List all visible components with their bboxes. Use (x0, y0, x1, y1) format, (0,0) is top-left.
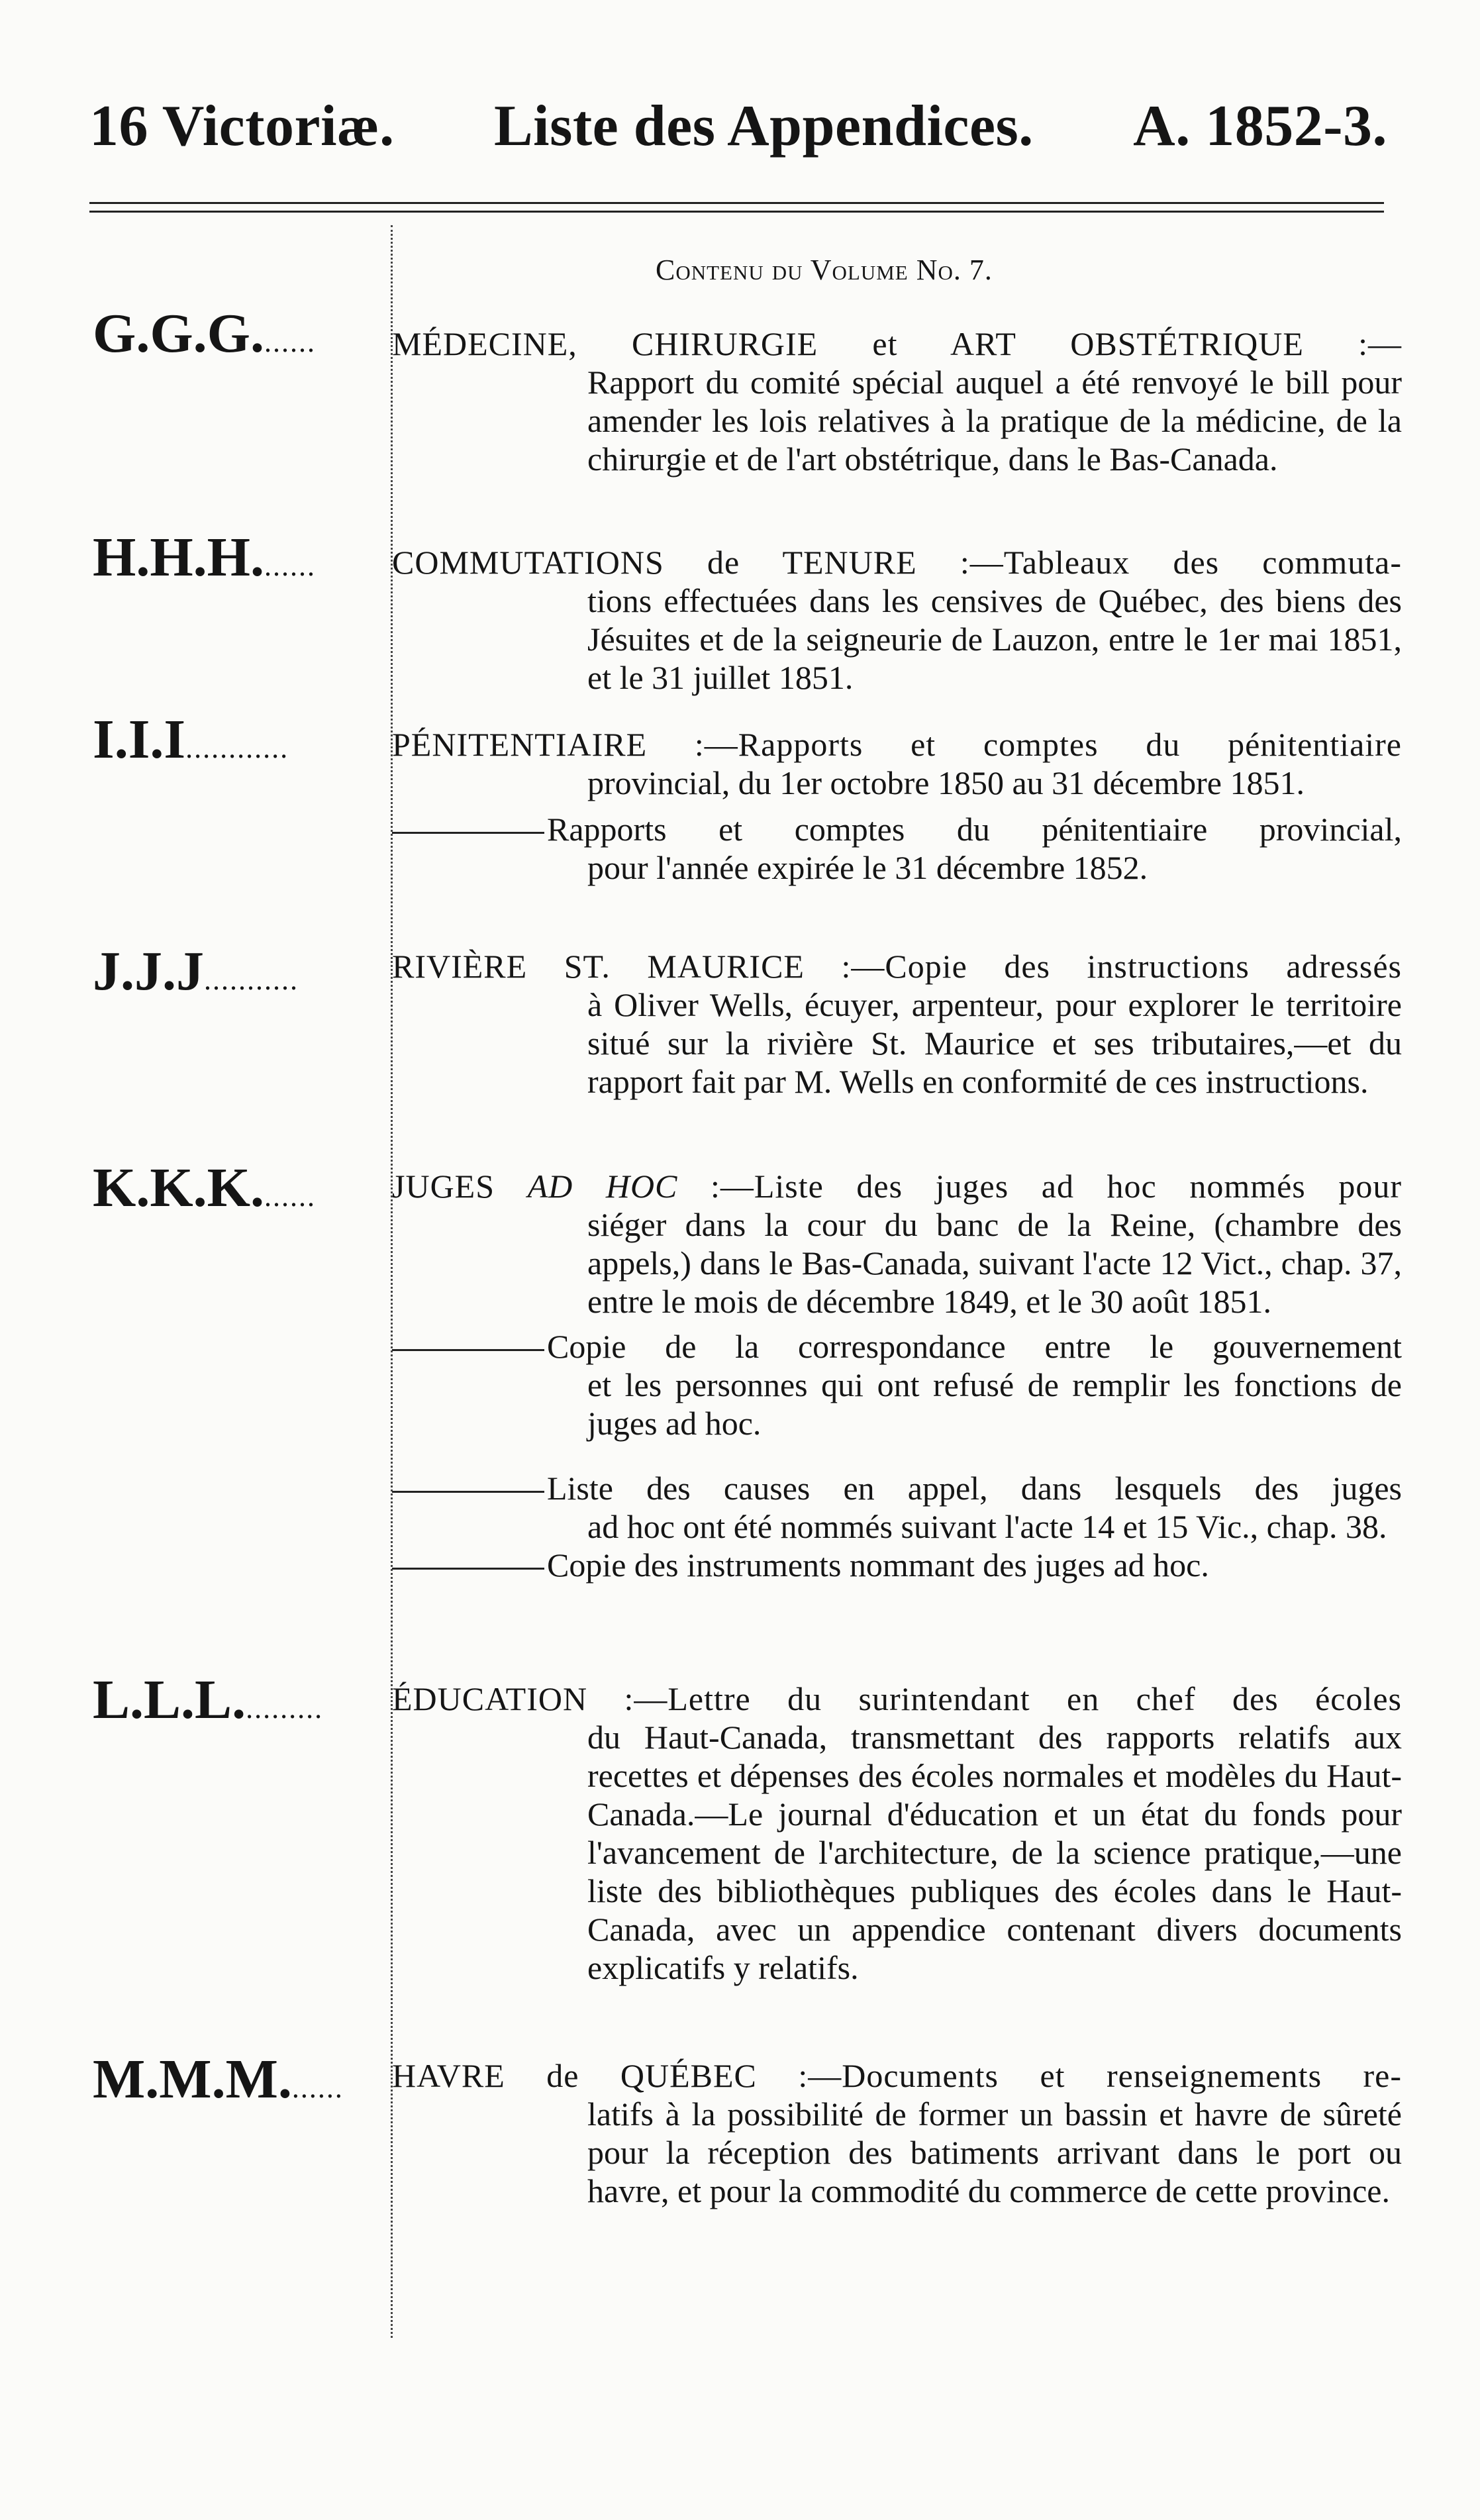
appendix-description (392, 725, 1402, 887)
entry-heading: MÉDECINE, CHIRURGIE et ART OBSTÉTRIQUE :— (392, 325, 1402, 362)
entry-sub-heading: Copie de la correspondance entre le gouvernement (392, 1327, 1402, 1366)
appendix-description (392, 1680, 1402, 1987)
entry-body: à Oliver Wells, écuyer, arpenteur, pour explorer le territoire situé sur la rivière St. Maurice et ses tributaires,—et du rapport fait par M. Wells en conformité de ces instructions. (587, 986, 1402, 1100)
entry-heading: COMMUTATIONS de TENURE :—Tableaux des commuta- (392, 544, 1402, 581)
appendix-description (392, 947, 1402, 1101)
entry-heading: JUGES AD HOC :—Liste des juges ad hoc nommés pour (392, 1168, 1402, 1205)
appendix-label: K.K.K....... (93, 1160, 317, 1219)
appendix-description (392, 1167, 1402, 1584)
volume-title: Contenu du Volume No. 7. (656, 254, 993, 286)
appendix-description (392, 543, 1402, 697)
entry-sub-heading: Liste des causes en appel, dans lesquels des juges (392, 1469, 1402, 1507)
appendix-label: I.I.I............ (93, 712, 289, 770)
entry-sub-body: pour l'année expirée le 31 décembre 1852. (587, 849, 1148, 886)
appendix-description (392, 325, 1402, 478)
entry-sub-body: ad hoc ont été nommés suivant l'acte 14 et 15 Vic., chap. 38. (587, 1508, 1387, 1545)
entry-body: siéger dans la cour du banc de la Reine, (chambre des appels,) dans le Bas-Canada, suivant l'acte 12 Vict., chap. 37, entre le mois de décembre 1849, et le 30 août 1851. (587, 1206, 1402, 1320)
header-center: Liste des Appendices. (493, 94, 1034, 158)
header-left: 16 Victoriæ. (89, 94, 395, 158)
entry-sub-heading: Copie des instruments nommant des juges ad hoc. (392, 1546, 1402, 1584)
entry-body: Rapport du comité spécial auquel a été renvoyé le bill pour amender les lois relatives à la pratique de la médicine, de la chirurgie et de l'art obstétrique, dans le Bas-Canada. (587, 364, 1402, 478)
appendix-label: M.M.M....... (93, 2052, 344, 2110)
entry-heading: PÉNITENTIAIRE :—Rapports et comptes du pénitentiaire (392, 726, 1402, 763)
header-right: A. 1852-3. (1133, 94, 1387, 158)
entry-body: latifs à la possibilité de former un bassin et havre de sûreté pour la réception des batiments arrivant dans le port ou havre, et pour la commodité du commerce de cette province. (587, 2095, 1402, 2209)
appendix-label: L.L.L.......... (93, 1672, 324, 1731)
entry-body: tions effectuées dans les censives de Québec, des biens des Jésuites et de la seigneurie de Lauzon, entre le 1er mai 1851, et le 31 juillet 1851. (587, 582, 1402, 696)
entry-heading: HAVRE de QUÉBEC :—Documents et renseignements re- (392, 2057, 1402, 2094)
header-rule-top (89, 202, 1384, 204)
entry-heading: RIVIÈRE ST. MAURICE :—Copie des instructions adressés (392, 948, 1402, 985)
entry-sub-heading: Rapports et comptes du pénitentiaire provincial, (392, 810, 1402, 848)
header-rule-bottom (89, 211, 1384, 213)
running-header (89, 93, 1387, 166)
appendix-label: G.G.G....... (93, 306, 317, 364)
entry-body: provincial, du 1er octobre 1850 au 31 décembre 1851. (587, 764, 1305, 801)
entry-sub-body: et les personnes qui ont refusé de remplir les fonctions de juges ad hoc. (587, 1366, 1402, 1442)
appendix-label: H.H.H....... (93, 530, 317, 588)
appendix-label: J.J.J........... (93, 944, 299, 1002)
appendix-description (392, 2056, 1402, 2210)
entry-body: du Haut-Canada, transmettant des rapports relatifs aux recettes et dépenses des écoles normales et modèles du Haut-Canada.—Le journal d'éducation et un état du fonds pour l'avancement de l'architecture, de la science pratique,—une liste des bibliothèques publiques des écoles dans le Haut-Canada, avec un appendice contenant divers documents explicatifs y relatifs. (587, 1719, 1402, 1986)
entry-heading: ÉDUCATION :—Lettre du surintendant en chef des écoles (392, 1680, 1402, 1717)
